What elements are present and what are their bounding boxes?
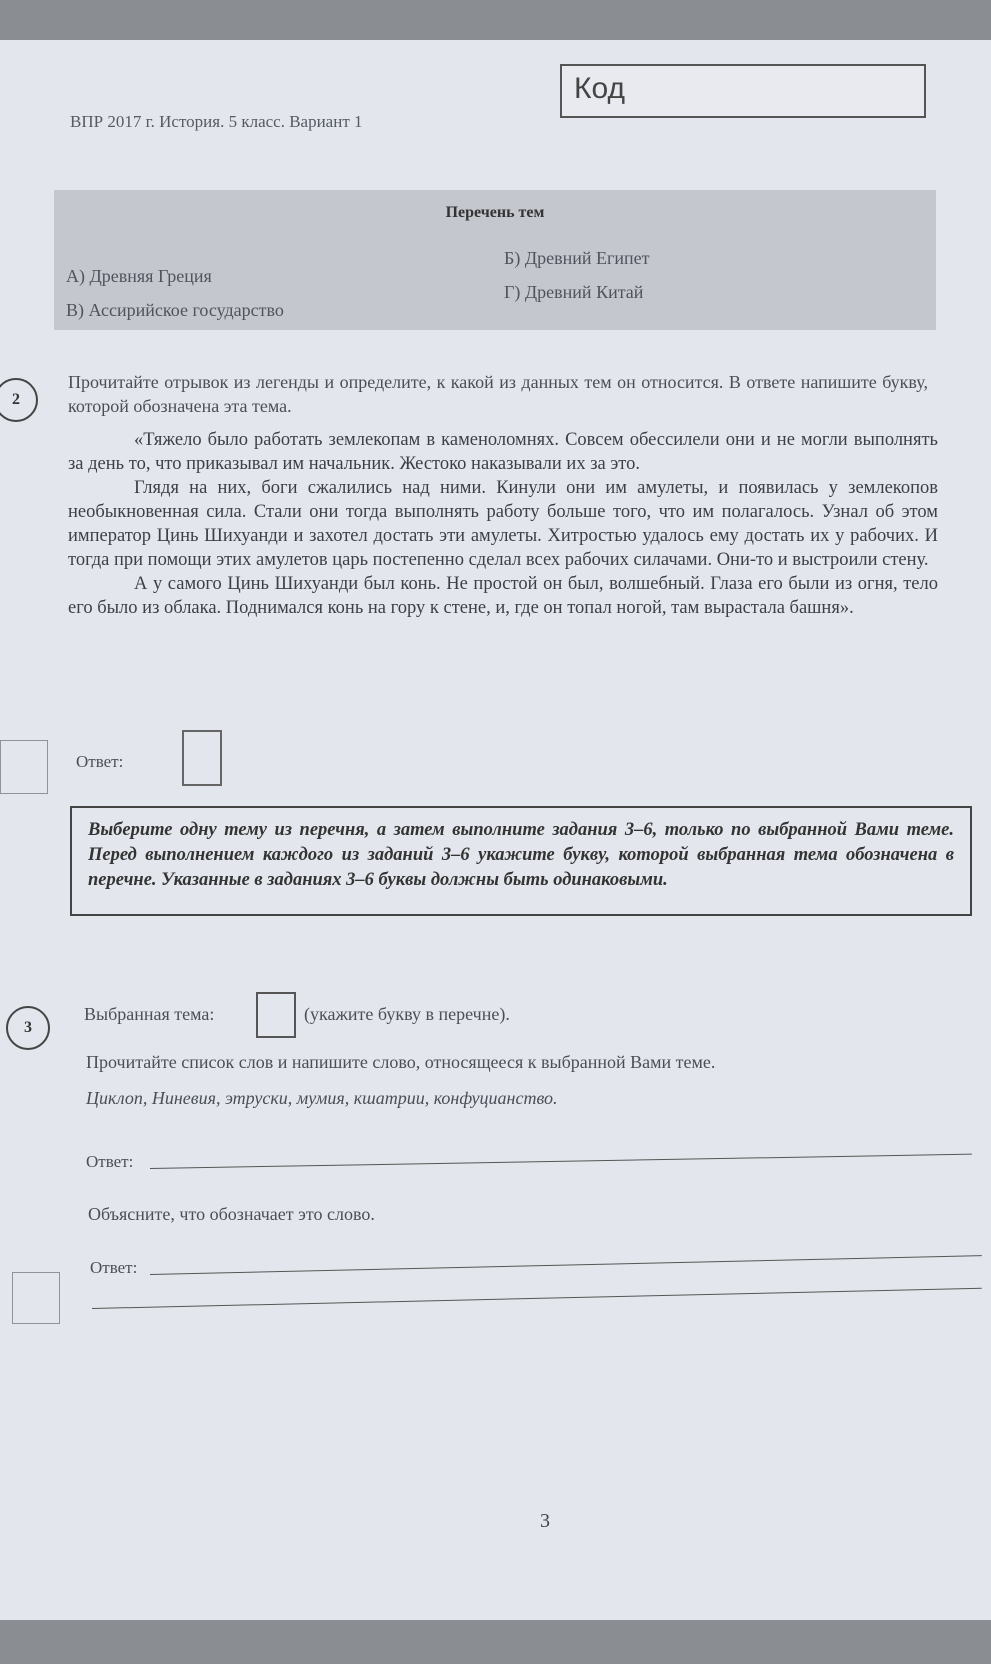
header-title: ВПР 2017 г. История. 5 класс. Вариант 1 [70,112,363,131]
score-box-task-2 [0,740,48,794]
task-3-explain-line-2[interactable] [92,1288,982,1309]
task-2-answer-label: Ответ: [76,752,124,771]
selected-topic-label: Выбранная тема: [84,1004,215,1024]
legend-paragraph: «Тяжело было работать землекопам в каменоломнях. Совсем обессилели они и не могли выполнять за день то, что приказывал им начальник. Жестоко наказывали их за это. [68,430,938,474]
worksheet-page [0,40,991,1620]
task-2-number: 2 [0,378,38,422]
legend-text [68,428,938,620]
task-2-answer-cell[interactable] [182,730,222,786]
page-number: 3 [540,1510,550,1532]
task-3-instruction: Прочитайте список слов и напишите слово, относящееся к выбранной Вами теме. [86,1052,716,1072]
selected-topic-cell[interactable] [256,992,296,1038]
instruction-notice: Выберите одну тему из перечня, а затем выполните задания 3–6, только по выбранной Вами теме. Перед выполнением каждого из заданий 3–6 укажите букву, которой выбранная тема обозначена в перечне. Указанные в заданиях 3–6 буквы должны быть одинаковыми. [70,806,972,916]
task-2-instruction: Прочитайте отрывок из легенды и определите, к какой из данных тем он относится. В ответе напишите букву, которой обозначена эта тема. [68,372,928,416]
selected-topic-note: (укажите букву в перечне). [304,1004,510,1024]
topic-v: В) Ассирийское государство [66,300,284,320]
legend-paragraph: Глядя на них, боги сжалились над ними. Кинули они им амулеты, и появилась у землекопов необыкновенная сила. Стали они тогда выполнять работу больше того, что им полагалось. Узнал об этом император Цинь Шихуанди и захотел достать эти амулеты. Хитростью удалось ему достать их у рабочих. И тогда при помощи этих амулетов царь постепенно сделал всех рабочих силачами. Они-то и выстроили стену. [68,478,938,570]
task-3-explain-line[interactable] [150,1255,982,1275]
topics-title: Перечень тем [445,204,545,221]
task-3-answer-label: Ответ: [86,1152,134,1171]
topic-g: Г) Древний Китай [504,282,644,302]
task-3-explain-instruction: Объясните, что обозначает это слово. [88,1204,375,1224]
task-3-number: 3 [6,1006,50,1050]
code-label: Код [574,72,626,105]
score-box-task-3 [12,1272,60,1324]
code-field[interactable] [560,64,926,118]
topics-list [54,190,936,330]
task-3-word-list: Циклоп, Ниневия, этруски, мумия, кшатрии, конфуцианство. [86,1088,558,1108]
task-3-answer-line[interactable] [150,1154,972,1169]
legend-paragraph: А у самого Цинь Шихуанди был конь. Не простой он был, волшебный. Глаза его были из огня, тело его было из облака. Поднимался конь на гору к стене, и, где он топал ногой, там вырастала башня». [68,574,938,618]
topic-b: Б) Древний Египет [504,248,650,268]
topic-a: А) Древняя Греция [66,266,212,286]
task-3-explain-answer-label: Ответ: [90,1258,138,1277]
